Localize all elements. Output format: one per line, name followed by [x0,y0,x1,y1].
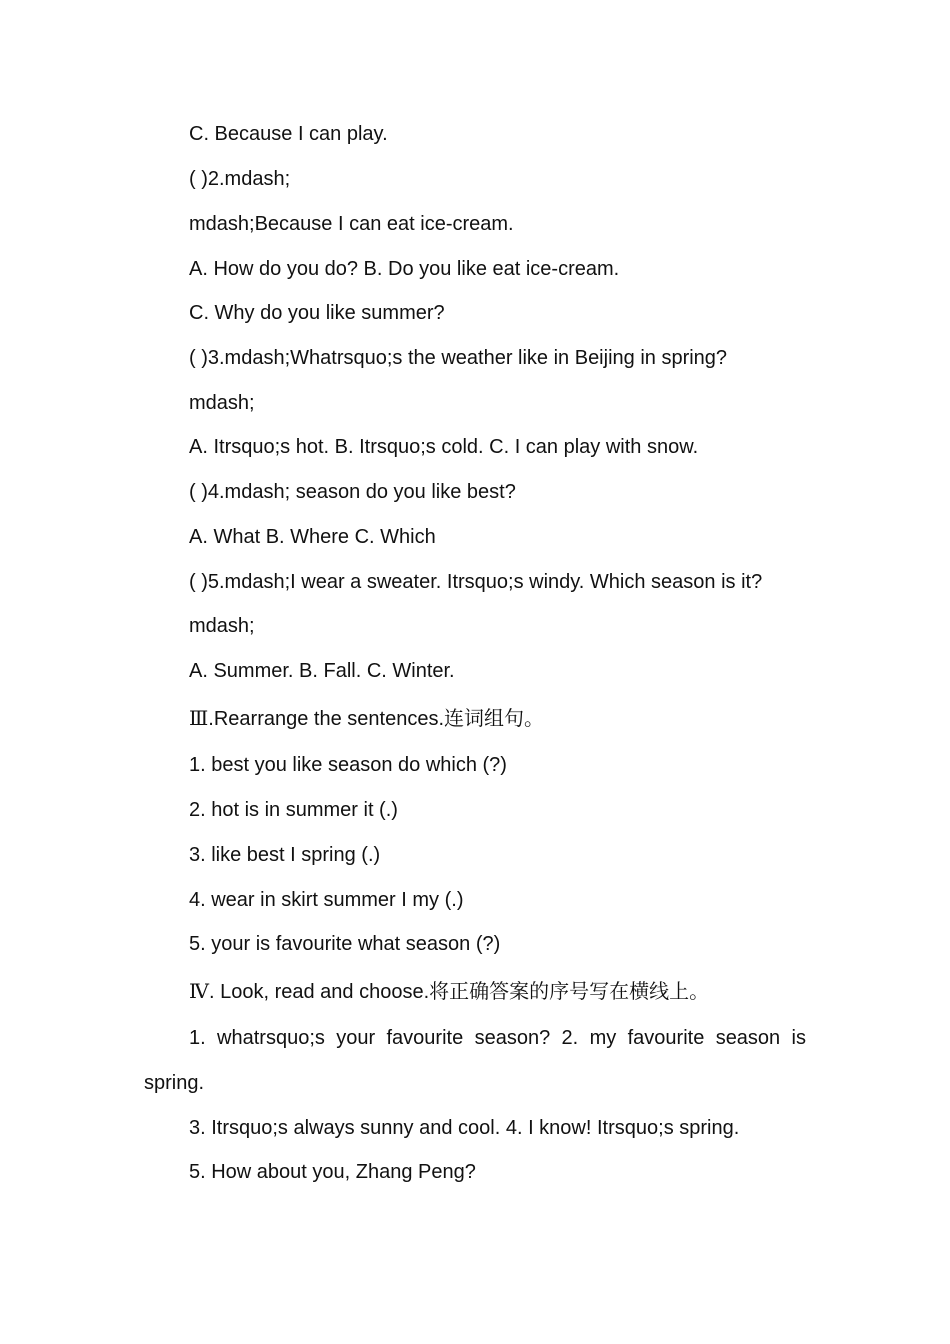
question-line: ( )2.mdash; [189,168,291,190]
answer-line: mdash; [189,392,255,414]
option-line: C. Because I can play. [189,123,388,145]
answer-line: mdash;Because I can eat ice-cream. [189,213,514,235]
exercise-item-continued: spring. [144,1072,205,1094]
option-line: C. Why do you like summer? [189,302,445,324]
section-title-cn: 将正确答案的序号写在横线上。 [429,979,710,1003]
exercise-item: 5. your is favourite what season (?) [189,933,501,955]
exercise-item: 3. like best I spring (.) [189,844,381,866]
section-title: .Rearrange the sentences. [208,708,444,730]
exercise-item: 3. Itrsquo;s always sunny and cool. 4. I know! Itrsquo;s spring. [189,1117,740,1139]
question-line: ( )5.mdash;I wear a sweater. Itrsquo;s windy. Which season is it? [189,571,763,593]
section-title-cn: 连词组句。 [444,706,544,730]
section-heading-4 [189,978,709,1005]
exercise-item: 4. wear in skirt summer I my (.) [189,889,464,911]
option-line: A. Summer. B. Fall. C. Winter. [189,660,455,682]
section-title: . Look, read and choose. [208,981,430,1003]
section-numeral: Ⅳ [189,979,209,1003]
question-line: ( )3.mdash;Whatrsquo;s the weather like in Beijing in spring? [189,347,728,369]
exercise-item: 1. whatrsquo;s your favourite season? 2. my favourite season is [189,1027,806,1049]
answer-line: mdash; [189,615,255,637]
exercise-item: 1. best you like season do which (?) [189,754,507,776]
exercise-item: 2. hot is in summer it (.) [189,799,398,821]
option-line: A. What B. Where C. Which [189,526,436,548]
exercise-item: 5. How about you, Zhang Peng? [189,1161,476,1183]
section-numeral: Ⅲ [189,706,209,730]
section-heading-3 [189,705,544,732]
option-line: A. How do you do? B. Do you like eat ice-cream. [189,258,620,280]
question-line: ( )4.mdash; season do you like best? [189,481,516,503]
option-line: A. Itrsquo;s hot. B. Itrsquo;s cold. C. I can play with snow. [189,436,699,458]
